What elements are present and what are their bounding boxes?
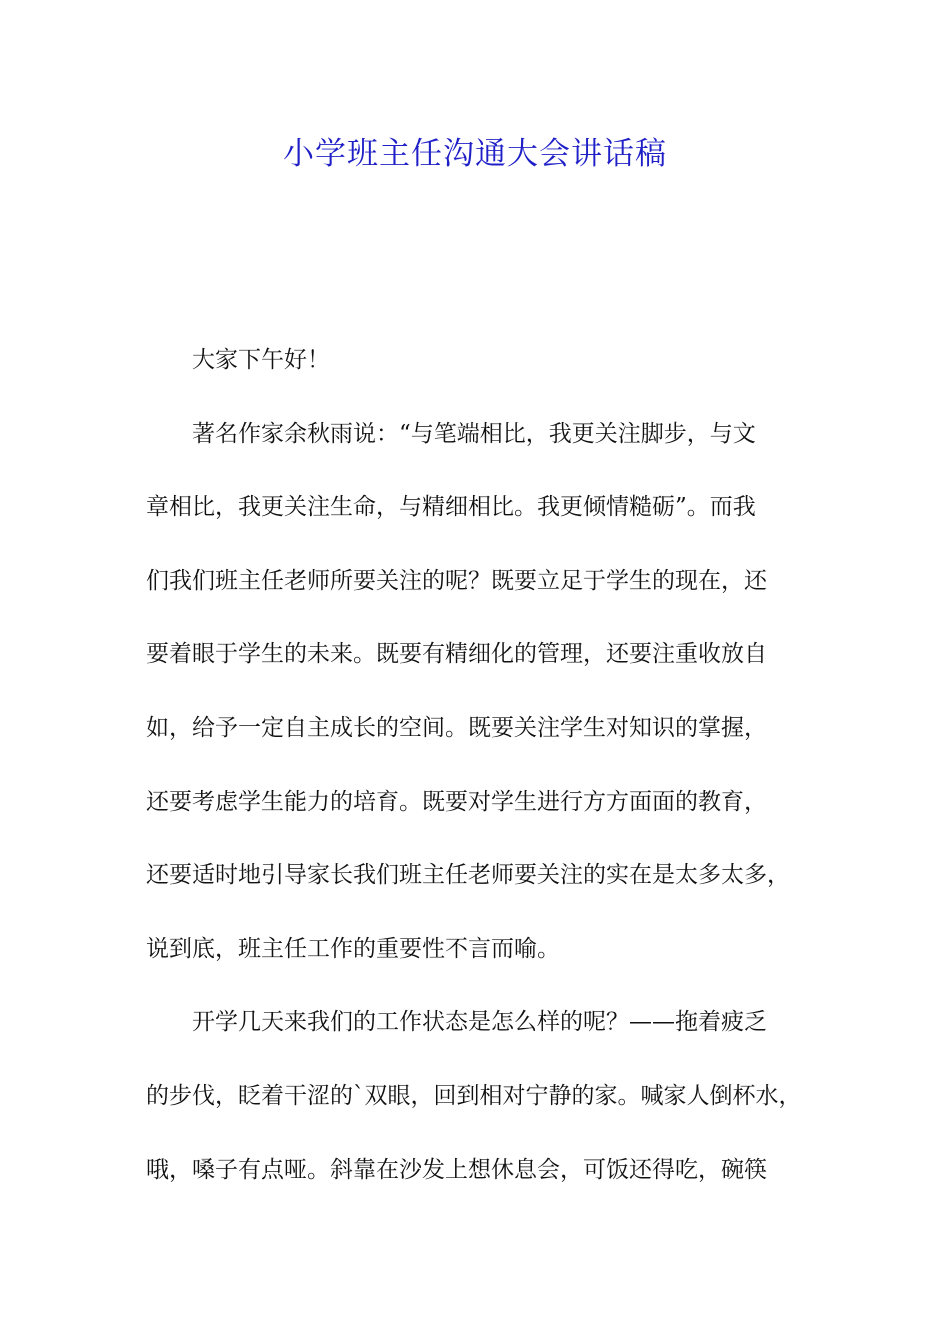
paragraph-line: 还要适时地引导家长我们班主任老师要关注的实在是太多太多， <box>146 862 790 889</box>
paragraph-line: 章相比，我更关注生命，与精细相比。我更倾情糙砺”。而我 <box>146 494 756 521</box>
document-title: 小学班主任沟通大会讲话稿 <box>283 136 667 172</box>
paragraph-line: 要着眼于学生的未来。既要有精细化的管理，还要注重收放自 <box>146 641 767 668</box>
paragraph-line: 开学几天来我们的工作状态是怎么样的呢？——拖着疲乏 <box>192 1009 767 1036</box>
paragraph-line: 大家下午好！ <box>192 347 330 373</box>
paragraph-line: 们我们班主任老师所要关注的呢？既要立足于学生的现在，还 <box>146 567 767 594</box>
document-body <box>146 336 826 1219</box>
paragraph-line: 还要考虑学生能力的培育。既要对学生进行方方面面的教育， <box>146 788 767 815</box>
paragraph-line: 著名作家余秋雨说：“与笔端相比，我更关注脚步，与文 <box>192 420 756 447</box>
paragraph-line: 的步伐，眨着干涩的`双眼，回到相对宁静的家。喊家人倒杯水， <box>146 1082 802 1109</box>
paragraph-line: 如，给予一定自主成长的空间。既要关注学生对知识的掌握， <box>146 714 767 741</box>
paragraph-line: 说到底，班主任工作的重要性不言而喻。 <box>146 935 560 962</box>
paragraph-line: 哦，嗓子有点哑。斜靠在沙发上想休息会，可饭还得吃，碗筷 <box>146 1156 767 1183</box>
